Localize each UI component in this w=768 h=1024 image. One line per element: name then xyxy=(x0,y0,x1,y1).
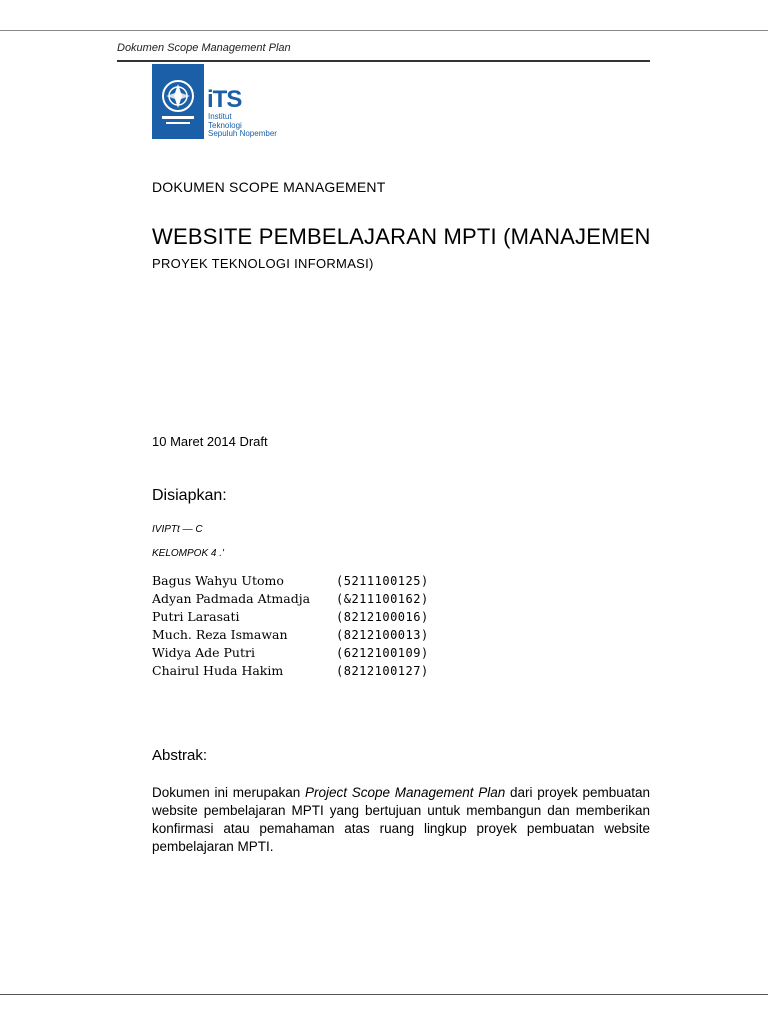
logo-wordmark: iTS xyxy=(207,86,242,113)
its-emblem-icon xyxy=(152,64,204,139)
logo-subtitle: Institut Teknologi Sepuluh Nopember xyxy=(208,112,277,138)
header-divider xyxy=(117,60,650,62)
member-row xyxy=(152,645,452,663)
prepared-heading: Disiapkan: xyxy=(152,487,227,504)
member-row xyxy=(152,573,452,591)
abstract-italic-term: Project Scope Management Plan xyxy=(304,785,506,800)
member-name: Widya Ade Putri xyxy=(152,645,255,660)
document-type: DOKUMEN SCOPE MANAGEMENT xyxy=(152,179,386,195)
member-id: (6212100109) xyxy=(336,646,429,660)
member-name: Chairul Huda Hakim xyxy=(152,663,284,678)
page-bottom-border xyxy=(0,994,768,995)
member-id: (&211100162) xyxy=(336,592,429,606)
member-row xyxy=(152,663,452,681)
member-list xyxy=(152,573,452,681)
member-row xyxy=(152,627,452,645)
member-id: (5211100125) xyxy=(336,574,429,588)
document-date: 10 Maret 2014 Draft xyxy=(152,434,268,449)
member-id: (8212100016) xyxy=(336,610,429,624)
page-top-border xyxy=(0,30,768,31)
running-header: Dokumen Scope Management Plan xyxy=(117,42,291,54)
member-name: Adyan Padmada Atmadja xyxy=(152,591,311,606)
member-id: (8212100013) xyxy=(336,628,429,642)
member-row xyxy=(152,609,452,627)
document-title: WEBSITE PEMBELAJARAN MPTI (MANAJEMEN xyxy=(152,224,651,249)
member-name: Much. Reza Ismawan xyxy=(152,627,288,642)
group-label: KELOMPOK 4 .' xyxy=(152,548,224,559)
member-row xyxy=(152,591,452,609)
member-name: Putri Larasati xyxy=(152,609,240,624)
class-label: IVIPTt — C xyxy=(152,524,203,535)
document-title-continued: PROYEK TEKNOLOGI INFORMASI) xyxy=(152,256,374,271)
abstract-heading: Abstrak: xyxy=(152,747,208,764)
its-logo xyxy=(152,64,292,140)
member-id: (8212100127) xyxy=(336,664,429,678)
member-name: Bagus Wahyu Utomo xyxy=(152,573,284,588)
abstract-text: Dokumen ini merupakan Project Scope Management Plan dari proyek pembuatan website pembelajaran MPTI yang bertujuan untuk membangun dan memberikan konfirmasi atau pemahaman atas ruang lingkup proyek pembuatan website pembelajaran MPTI. xyxy=(152,785,651,854)
